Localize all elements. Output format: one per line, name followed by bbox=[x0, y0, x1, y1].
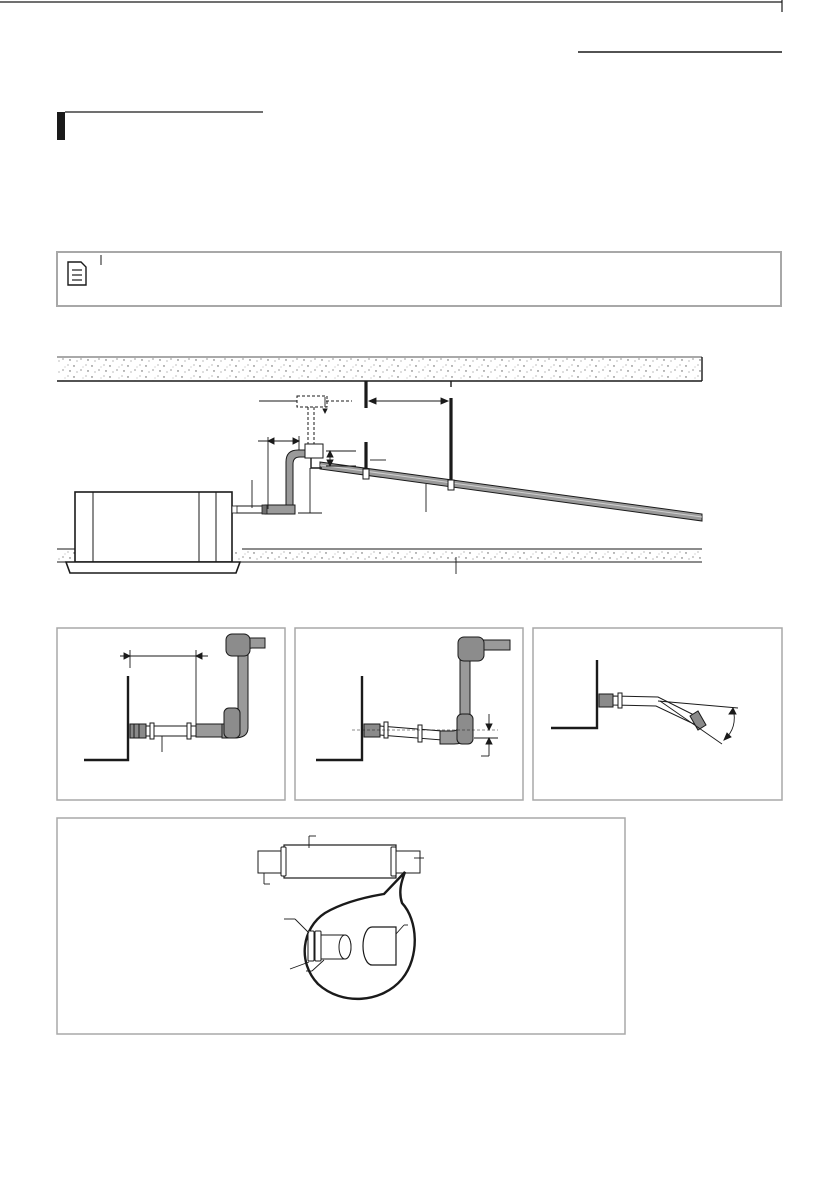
drain-riser bbox=[232, 450, 312, 514]
indoor-unit bbox=[66, 492, 240, 573]
hose-connection-panel bbox=[57, 818, 625, 1034]
dashed-air-vent bbox=[297, 396, 327, 444]
dimension-lines bbox=[252, 397, 456, 574]
ceiling-slab bbox=[57, 357, 702, 381]
detail-panel-3 bbox=[533, 628, 782, 800]
section-title-marker bbox=[57, 112, 65, 140]
detail-panel-1 bbox=[57, 628, 285, 800]
note-document-icon bbox=[68, 262, 86, 285]
detail-panel-2 bbox=[295, 628, 523, 800]
sloping-drain-pipe bbox=[320, 462, 702, 521]
main-installation-diagram bbox=[57, 357, 702, 574]
note-box bbox=[57, 252, 781, 306]
